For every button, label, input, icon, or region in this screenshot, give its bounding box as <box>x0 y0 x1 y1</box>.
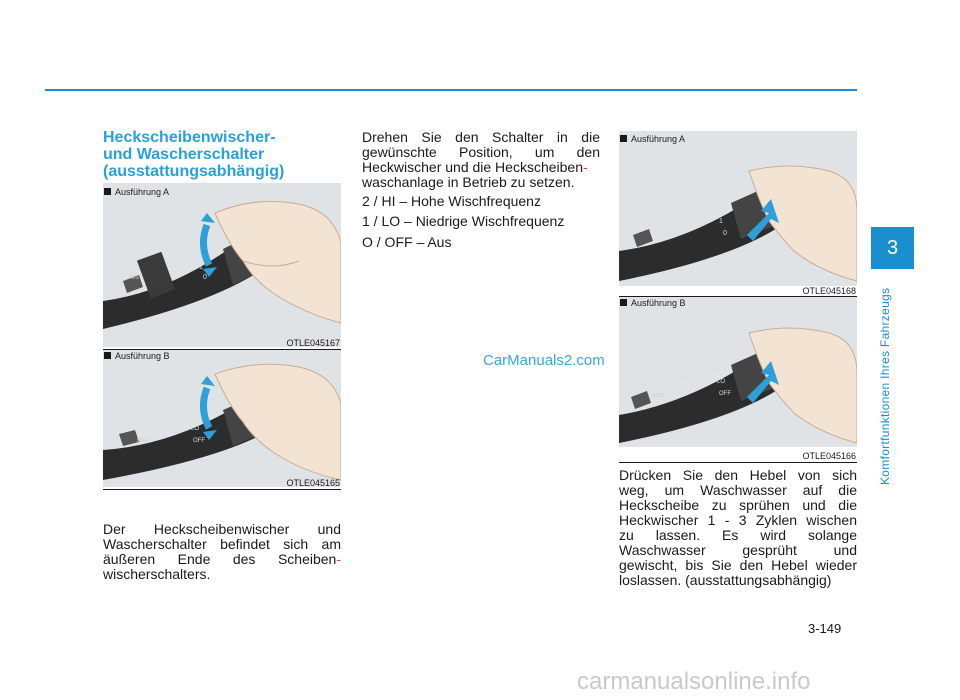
heading-line-1: Heckscheibenwischer- <box>103 129 276 146</box>
switch-label-mist-right: MIST <box>653 393 665 399</box>
heading-line-2: und Wascherschalter <box>103 146 265 163</box>
col1-paragraph: Der Heckscheibenwischer und Wascherschalter befindet sich am äußeren Ende des Scheiben- wischerschalters. <box>103 521 341 582</box>
switch-label-off-right: OFF <box>719 391 731 397</box>
top-rule <box>45 89 857 91</box>
figure-a-left <box>103 183 341 347</box>
watermark-carmanuals: CarManuals2.com <box>483 352 605 369</box>
figure-rule-left-bottom <box>103 489 341 490</box>
switch-label-auto: AUTO <box>683 377 700 383</box>
figure-b-left <box>103 350 341 487</box>
figure-label-a-right: Ausführung A <box>620 134 685 144</box>
wiper-mode-lo: 1 / LO – Niedrige Wischfrequenz <box>362 213 565 229</box>
stalk-illustration-b-left <box>103 350 341 487</box>
col3-paragraph: Drücken Sie den Hebel von sich weg, um Waschwasser auf die Heckscheibe zu sprühen und die Heckwischer 1 - 3 Zyklen wischen zu lassen. Es wird solange Waschwasser gesprüht und gewischt, bis Sie den Hebel wieder loslassen. (ausstattungsabhängig) <box>619 467 857 588</box>
switch-label-lo-right: LO <box>717 379 726 385</box>
switch-digit-2-right: 2 <box>715 206 719 213</box>
footer-watermark: carmanualsonline.info <box>577 668 811 695</box>
chapter-number-tab: 3 <box>871 227 914 269</box>
switch-digit-1-right: 1 <box>719 218 723 225</box>
switch-label-off: OFF <box>193 438 205 444</box>
wiper-mode-hi: 2 / HI – Hohe Wischfrequenz <box>362 193 541 209</box>
figure-label-b-left: Ausführung B <box>104 351 170 361</box>
switch-label-mist-b: MIST <box>137 438 149 444</box>
figure-label-a-left: Ausführung A <box>104 187 169 197</box>
figure-label-b-right: Ausführung B <box>620 298 686 308</box>
switch-label-mist: MIST <box>130 275 142 281</box>
stalk-illustration-b-right <box>619 297 857 447</box>
bullet-square-icon <box>620 135 627 142</box>
switch-digit-1: 1 <box>199 264 203 271</box>
figure-a-right <box>619 131 857 286</box>
wiper-mode-off: O / OFF – Aus <box>362 234 452 250</box>
figure-rule-right-bottom <box>619 462 857 463</box>
chapter-title-vertical: Komfortfunktionen Ihres Fahrzeugs <box>878 287 892 485</box>
figure-b-right <box>619 297 857 447</box>
switch-label-int: INT <box>161 422 171 428</box>
figure-code-a-left: OTLE045167 <box>286 338 340 348</box>
switch-digit-0-right: 0 <box>723 230 727 237</box>
switch-label-hi-right: HI <box>715 367 721 373</box>
figure-code-b-left: OTLE045165 <box>286 478 340 488</box>
page-number: 3-149 <box>808 621 842 636</box>
stalk-illustration-a-left <box>103 183 341 347</box>
switch-digit-0: 0 <box>203 274 207 281</box>
bullet-square-icon <box>620 299 627 306</box>
switch-label-lo: LO <box>191 426 200 432</box>
stalk-illustration-a-right <box>619 131 857 286</box>
figure-code-a-right: OTLE045168 <box>802 286 856 296</box>
bullet-square-icon <box>104 352 111 359</box>
section-heading <box>103 129 343 180</box>
bullet-square-icon <box>104 188 111 195</box>
heading-line-3: (ausstattungsabhängig) <box>103 163 285 180</box>
switch-label-hi: HI <box>189 414 195 420</box>
col2-paragraph: Drehen Sie den Schalter in die gewünschte Position, um den Heckwischer und die Heckscheiben- waschanlage in Betrieb zu setzen. <box>362 129 600 190</box>
switch-digit-2: 2 <box>195 254 199 261</box>
figure-code-b-right: OTLE045166 <box>802 451 856 461</box>
